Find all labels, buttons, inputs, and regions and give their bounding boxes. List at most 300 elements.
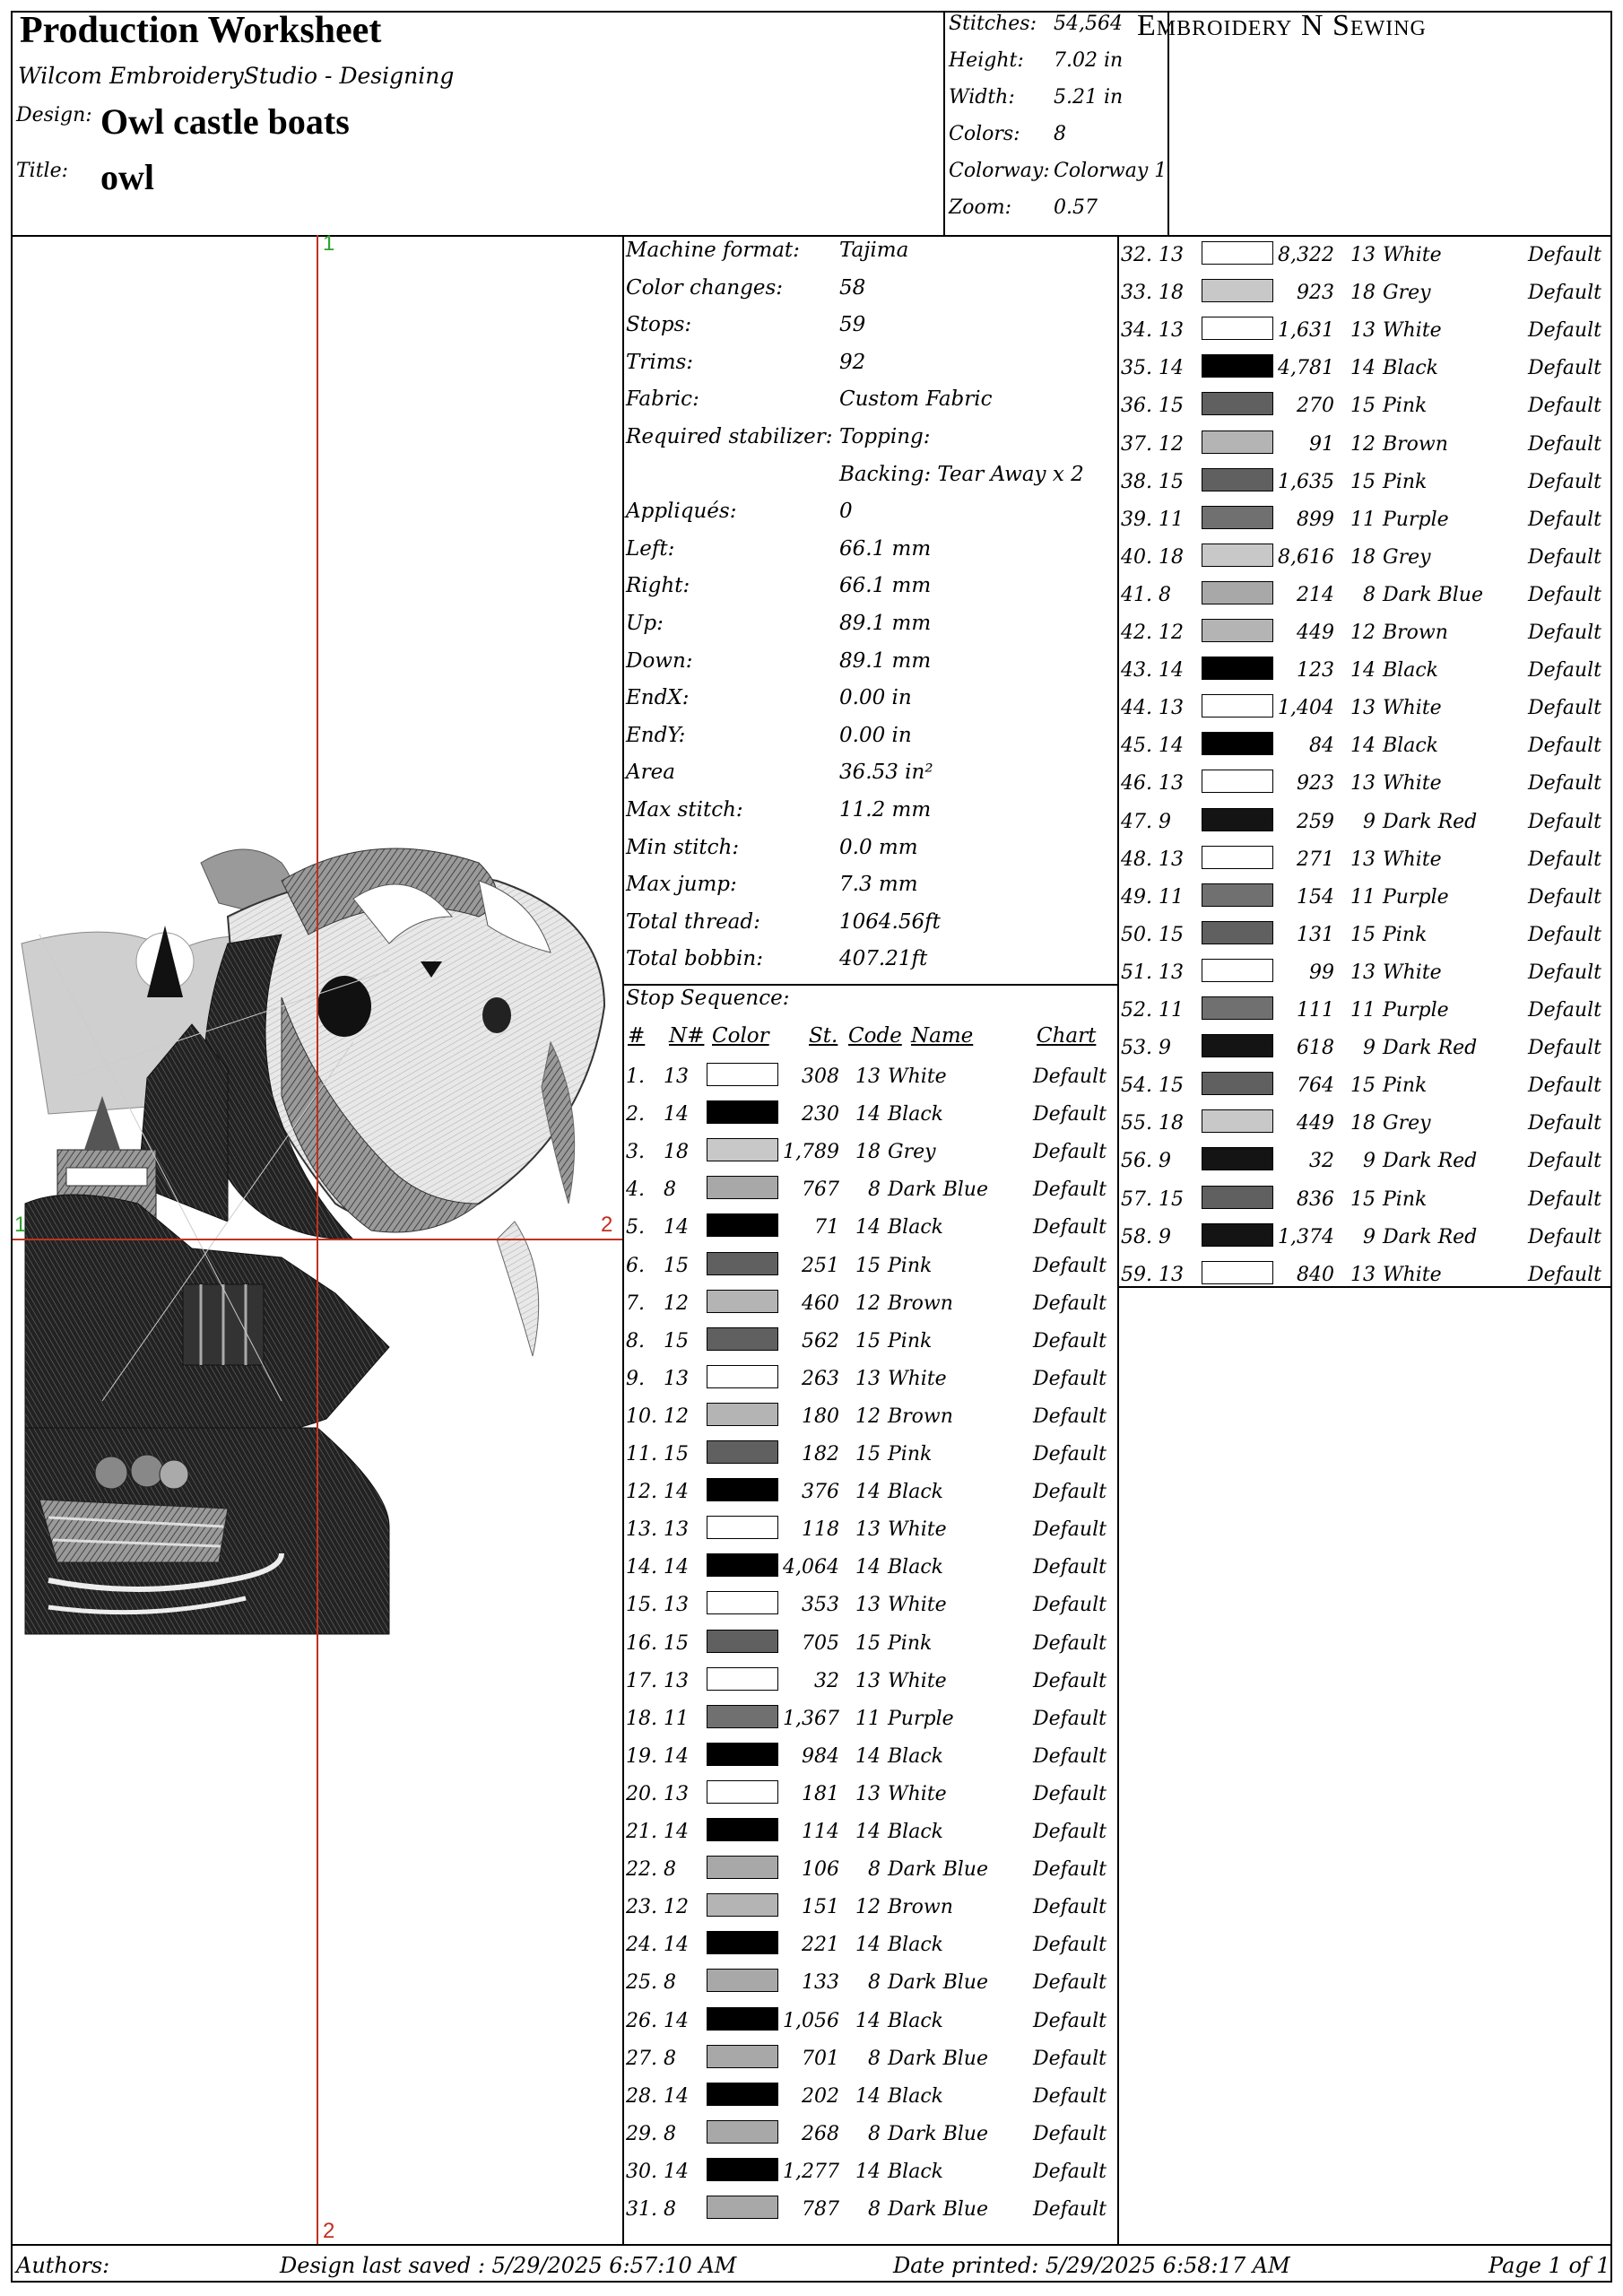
color-swatch — [1202, 1072, 1273, 1095]
cell-chart: Default — [1033, 1707, 1107, 1730]
cell-chart: Default — [1528, 319, 1601, 343]
cell-n: 13 — [664, 1594, 689, 1617]
cell-name: Black — [888, 2009, 943, 2032]
stat-label: Stitches: — [949, 13, 1037, 35]
cell-num: 40. — [1121, 545, 1152, 569]
cell-n: 14 — [1159, 735, 1184, 758]
col-header-needle: N# — [669, 1024, 705, 1048]
cell-name: Black — [888, 1481, 943, 1504]
cell-n: 12 — [664, 1896, 689, 1919]
table-row — [622, 1096, 1117, 1134]
table-row — [622, 1511, 1117, 1549]
table-row — [622, 1474, 1117, 1511]
cell-chart: Default — [1528, 470, 1601, 493]
info-value: Custom Fabric — [839, 387, 993, 412]
info-label: Max jump: — [626, 873, 737, 897]
table-row — [1117, 577, 1612, 614]
cell-chart: Default — [1528, 244, 1601, 266]
cell-n: 13 — [664, 1782, 689, 1805]
cell-code: 13 — [855, 1669, 881, 1692]
cell-code: 13 — [1350, 848, 1376, 871]
cell-name: Brown — [888, 1405, 953, 1428]
cell-code: 11 — [1350, 885, 1376, 909]
cell-code: 13 — [1350, 772, 1376, 796]
cell-name: Grey — [1383, 1112, 1431, 1135]
cell-num: 29. — [626, 2122, 657, 2145]
cell-name: Dark Blue — [888, 1971, 988, 1995]
cell-code: 8 — [868, 1858, 881, 1882]
cell-code: 15 — [1350, 395, 1376, 418]
cell-num: 5. — [626, 1216, 645, 1239]
cell-chart: Default — [1033, 1782, 1107, 1805]
color-swatch — [707, 1856, 778, 1879]
cell-st: 449 — [1297, 622, 1334, 644]
color-swatch — [707, 1931, 778, 1954]
cell-n: 9 — [1159, 1150, 1171, 1173]
cell-name: Brown — [1383, 622, 1448, 644]
cell-num: 18. — [626, 1707, 657, 1730]
cell-name: Brown — [888, 1896, 953, 1919]
info-label: Machine format: — [626, 239, 800, 262]
cell-name: Purple — [1383, 508, 1449, 531]
info-value: 0.0 mm — [839, 835, 918, 859]
cell-num: 10. — [626, 1405, 657, 1428]
color-swatch — [707, 1176, 778, 1199]
cell-name: White — [888, 1782, 947, 1805]
cell-n: 12 — [1159, 622, 1184, 644]
cell-chart: Default — [1528, 395, 1601, 418]
color-swatch — [707, 2196, 778, 2219]
info-label: Fabric: — [626, 387, 699, 412]
cell-n: 11 — [1159, 885, 1184, 909]
cell-code: 18 — [1350, 282, 1376, 305]
cell-n: 14 — [664, 1556, 689, 1579]
info-value: Tajima — [839, 239, 909, 262]
color-swatch — [707, 1630, 778, 1653]
cell-chart: Default — [1033, 2198, 1107, 2221]
cell-name: White — [1383, 1263, 1442, 1286]
color-swatch — [707, 1667, 778, 1691]
stat-label: Width: — [949, 86, 1015, 109]
table-row — [1117, 1257, 1612, 1294]
cell-n: 15 — [664, 1443, 689, 1465]
cell-n: 15 — [664, 1631, 689, 1655]
table-row — [622, 2116, 1117, 2153]
cell-num: 47. — [1121, 810, 1152, 833]
cell-st: 923 — [1297, 282, 1334, 305]
info-label: Min stitch: — [626, 835, 740, 859]
cell-code: 13 — [855, 1367, 881, 1390]
cell-code: 15 — [1350, 1187, 1376, 1211]
color-swatch — [1202, 1261, 1273, 1284]
cell-chart: Default — [1033, 1821, 1107, 1843]
table-row — [1117, 879, 1612, 917]
color-swatch — [707, 1403, 778, 1426]
table-row — [622, 1625, 1117, 1663]
table-row — [622, 1851, 1117, 1889]
cell-st: 4,781 — [1278, 357, 1334, 380]
cell-num: 20. — [626, 1782, 657, 1805]
cell-st: 123 — [1297, 659, 1334, 683]
info-label: Appliqués: — [626, 500, 737, 524]
cell-chart: Default — [1528, 885, 1601, 909]
cell-code: 13 — [855, 1065, 881, 1088]
table-row — [622, 1964, 1117, 2002]
cell-num: 43. — [1121, 659, 1152, 683]
cell-num: 55. — [1121, 1112, 1152, 1135]
cell-chart: Default — [1528, 1074, 1601, 1098]
cell-code: 12 — [1350, 432, 1376, 456]
cell-st: 151 — [802, 1896, 839, 1919]
axis-label-top: 1 — [323, 231, 335, 256]
table-row — [1117, 841, 1612, 879]
cell-n: 15 — [1159, 395, 1184, 418]
table-row — [1117, 1030, 1612, 1067]
table-row — [622, 2153, 1117, 2191]
color-swatch — [1202, 317, 1273, 340]
cell-chart: Default — [1033, 1481, 1107, 1504]
cell-name: Pink — [888, 1443, 933, 1465]
design-label: Design: — [16, 104, 92, 126]
cell-st: 1,404 — [1278, 697, 1334, 720]
cell-code: 8 — [868, 1971, 881, 1995]
cell-code: 15 — [855, 1329, 881, 1352]
cell-code: 9 — [1363, 1225, 1376, 1248]
cell-n: 9 — [1159, 1225, 1171, 1248]
cell-n: 11 — [1159, 508, 1184, 531]
cell-chart: Default — [1033, 2160, 1107, 2183]
table-row — [622, 1285, 1117, 1323]
info-label: Total thread: — [626, 909, 760, 934]
cell-n: 14 — [664, 1744, 689, 1768]
cell-code: 12 — [855, 1896, 881, 1919]
table-row — [622, 1587, 1117, 1624]
cell-n: 12 — [1159, 432, 1184, 456]
cell-code: 14 — [855, 2160, 881, 2183]
info-label: Trims: — [626, 350, 694, 374]
cell-n: 11 — [664, 1707, 689, 1730]
cell-n: 11 — [1159, 999, 1184, 1022]
cell-st: 701 — [802, 2047, 839, 2070]
info-value: 1064.56ft — [839, 909, 941, 934]
cell-num: 3. — [626, 1141, 645, 1164]
cell-num: 24. — [626, 1934, 657, 1957]
cell-n: 18 — [1159, 282, 1184, 305]
cell-chart: Default — [1528, 697, 1601, 720]
cell-name: Black — [1383, 357, 1438, 380]
cell-code: 8 — [868, 1178, 881, 1202]
cell-st: 99 — [1309, 961, 1334, 984]
cell-st: 618 — [1297, 1037, 1334, 1060]
cell-num: 32. — [1121, 244, 1152, 266]
info-stop-divider — [622, 984, 1119, 986]
cell-num: 46. — [1121, 772, 1152, 796]
info-value: 0.00 in — [839, 723, 912, 747]
color-swatch — [1202, 808, 1273, 831]
cell-num: 23. — [626, 1896, 657, 1919]
cell-n: 13 — [664, 1518, 689, 1542]
cell-st: 1,631 — [1278, 319, 1334, 343]
info-value: Backing: Tear Away x 2 — [839, 462, 1084, 486]
table-row — [622, 1926, 1117, 1964]
cell-chart: Default — [1033, 1216, 1107, 1239]
cell-code: 15 — [1350, 470, 1376, 493]
cell-n: 8 — [664, 1178, 676, 1202]
color-swatch — [707, 1818, 778, 1841]
info-label: Up: — [626, 612, 664, 635]
cell-st: 131 — [1297, 923, 1334, 946]
cell-st: 1,789 — [783, 1141, 839, 1164]
cell-code: 8 — [1363, 583, 1376, 606]
cell-n: 14 — [664, 2084, 689, 2108]
cell-code: 15 — [1350, 923, 1376, 946]
cell-st: 271 — [1297, 848, 1334, 871]
cell-name: Brown — [888, 1292, 953, 1315]
cell-num: 34. — [1121, 319, 1152, 343]
cell-num: 50. — [1121, 923, 1152, 946]
stat-value: 7.02 in — [1054, 49, 1124, 72]
cell-chart: Default — [1528, 923, 1601, 946]
cell-n: 13 — [1159, 319, 1184, 343]
cell-st: 449 — [1297, 1112, 1334, 1135]
cell-st: 353 — [802, 1594, 839, 1617]
cell-num: 35. — [1121, 357, 1152, 380]
cell-num: 39. — [1121, 508, 1152, 531]
cell-code: 14 — [1350, 659, 1376, 683]
cell-code: 9 — [1363, 810, 1376, 833]
cell-code: 9 — [1363, 1150, 1376, 1173]
cell-n: 15 — [664, 1329, 689, 1352]
color-swatch — [707, 2158, 778, 2181]
cell-chart: Default — [1528, 357, 1601, 380]
info-label: Area — [626, 761, 675, 785]
cell-chart: Default — [1033, 2122, 1107, 2145]
table-row — [1117, 237, 1612, 274]
cell-n: 9 — [1159, 810, 1171, 833]
info-value: Topping: — [839, 425, 931, 448]
table-row — [622, 1663, 1117, 1700]
info-value: 89.1 mm — [839, 612, 932, 635]
cell-code: 8 — [868, 2047, 881, 2070]
color-swatch — [1202, 694, 1273, 718]
cell-n: 8 — [664, 2047, 676, 2070]
color-swatch — [707, 1705, 778, 1728]
cell-n: 13 — [1159, 697, 1184, 720]
cell-name: Black — [1383, 659, 1438, 683]
cell-n: 14 — [664, 1103, 689, 1126]
cell-name: Pink — [1383, 395, 1428, 418]
cell-name: Dark Red — [1383, 1037, 1478, 1060]
cell-name: White — [888, 1594, 947, 1617]
cell-n: 13 — [1159, 1263, 1184, 1286]
cell-chart: Default — [1033, 1934, 1107, 1957]
cell-st: 1,374 — [1278, 1225, 1334, 1248]
color-swatch — [1202, 883, 1273, 907]
cell-num: 16. — [626, 1631, 657, 1655]
cell-st: 154 — [1297, 885, 1334, 909]
cell-chart: Default — [1033, 2009, 1107, 2032]
cell-code: 14 — [855, 1103, 881, 1126]
cell-st: 4,064 — [783, 1556, 839, 1579]
cell-n: 8 — [664, 1858, 676, 1882]
cell-name: Black — [888, 1216, 943, 1239]
cell-st: 259 — [1297, 810, 1334, 833]
color-swatch — [707, 1969, 778, 1992]
cell-name: White — [1383, 848, 1442, 871]
cell-name: Pink — [1383, 470, 1428, 493]
cell-name: Black — [888, 1556, 943, 1579]
cell-chart: Default — [1528, 1150, 1601, 1173]
table-row — [1117, 464, 1612, 501]
cell-n: 13 — [1159, 772, 1184, 796]
cell-num: 13. — [626, 1518, 657, 1542]
cell-num: 28. — [626, 2084, 657, 2108]
cell-code: 11 — [1350, 508, 1376, 531]
cell-st: 118 — [802, 1518, 839, 1542]
cell-name: Pink — [888, 1329, 933, 1352]
cell-st: 181 — [802, 1782, 839, 1805]
cell-name: White — [1383, 697, 1442, 720]
cell-name: Pink — [888, 1254, 933, 1277]
cell-name: Black — [888, 1744, 943, 1768]
table-row — [1117, 1143, 1612, 1180]
cell-name: White — [888, 1065, 947, 1088]
color-swatch — [707, 1743, 778, 1766]
cell-chart: Default — [1528, 583, 1601, 606]
cell-st: 8,616 — [1278, 545, 1334, 569]
cell-n: 13 — [1159, 244, 1184, 266]
cell-num: 8. — [626, 1329, 645, 1352]
cell-num: 56. — [1121, 1150, 1152, 1173]
company-name: Embroidery N Sewing — [1137, 9, 1427, 42]
table-row — [1117, 917, 1612, 954]
cell-name: White — [888, 1367, 947, 1390]
cell-n: 14 — [1159, 357, 1184, 380]
cell-n: 14 — [664, 1934, 689, 1957]
title-label: Title: — [16, 160, 69, 182]
cell-chart: Default — [1033, 1744, 1107, 1768]
cell-chart: Default — [1528, 848, 1601, 871]
info-label: Left: — [626, 536, 675, 561]
stat-value: 54,564 — [1054, 13, 1123, 35]
table-row — [622, 1549, 1117, 1587]
info-value: 66.1 mm — [839, 536, 932, 561]
cell-chart: Default — [1033, 1594, 1107, 1617]
cell-chart: Default — [1033, 1065, 1107, 1088]
stat-value: 0.57 — [1054, 196, 1098, 219]
footer-last-saved: Design last saved : 5/29/2025 6:57:10 AM — [280, 2253, 737, 2278]
cell-name: Dark Red — [1383, 1150, 1478, 1173]
cell-code: 14 — [855, 2009, 881, 2032]
cell-chart: Default — [1528, 1225, 1601, 1248]
color-swatch — [707, 1138, 778, 1161]
cell-name: Dark Red — [1383, 1225, 1478, 1248]
cell-n: 13 — [1159, 961, 1184, 984]
info-value: 0.00 in — [839, 686, 912, 710]
col-header-chart: Chart — [1037, 1024, 1097, 1048]
cell-num: 26. — [626, 2009, 657, 2032]
cell-num: 36. — [1121, 395, 1152, 418]
cell-num: 21. — [626, 1821, 657, 1843]
table-row — [1117, 992, 1612, 1030]
table-row — [622, 1058, 1117, 1096]
cell-code: 13 — [1350, 244, 1376, 266]
cell-chart: Default — [1033, 1329, 1107, 1352]
cell-st: 180 — [802, 1405, 839, 1428]
table-row — [1117, 690, 1612, 727]
cell-code: 13 — [1350, 697, 1376, 720]
table-row — [622, 1361, 1117, 1398]
info-value: 66.1 mm — [839, 574, 932, 598]
software-name: Wilcom EmbroideryStudio - Designing — [18, 63, 455, 89]
table-row — [1117, 954, 1612, 992]
cell-name: Black — [1383, 735, 1438, 758]
cell-chart: Default — [1033, 1141, 1107, 1164]
table-row — [622, 2191, 1117, 2229]
cell-chart: Default — [1033, 1971, 1107, 1995]
axis-label-right: 2 — [601, 1213, 613, 1237]
cell-name: Grey — [888, 1141, 936, 1164]
cell-chart: Default — [1033, 1669, 1107, 1692]
cell-st: 182 — [802, 1443, 839, 1465]
cell-code: 15 — [855, 1254, 881, 1277]
design-title: owl — [100, 157, 154, 197]
table-row — [622, 1323, 1117, 1361]
stat-value: 5.21 in — [1054, 86, 1124, 109]
cell-name: Grey — [1383, 282, 1431, 305]
table-row — [1117, 765, 1612, 803]
cell-code: 13 — [855, 1594, 881, 1617]
cell-code: 15 — [855, 1631, 881, 1655]
table-row — [1117, 652, 1612, 690]
cell-code: 13 — [1350, 1263, 1376, 1286]
cell-num: 48. — [1121, 848, 1152, 871]
cell-chart: Default — [1528, 999, 1601, 1022]
cell-num: 33. — [1121, 282, 1152, 305]
cell-st: 705 — [802, 1631, 839, 1655]
info-label: Stops: — [626, 313, 692, 337]
color-swatch — [1202, 959, 1273, 982]
table-row — [1117, 312, 1612, 350]
info-label: Color changes: — [626, 275, 784, 300]
cell-chart: Default — [1033, 1858, 1107, 1882]
cell-name: Purple — [1383, 885, 1449, 909]
cell-st: 84 — [1309, 735, 1334, 758]
table-row — [622, 1134, 1117, 1171]
table-row — [622, 1700, 1117, 1738]
cell-st: 1,277 — [783, 2160, 839, 2183]
cell-st: 114 — [802, 1821, 839, 1843]
cell-num: 38. — [1121, 470, 1152, 493]
info-value: 59 — [839, 313, 866, 337]
cell-n: 14 — [664, 1481, 689, 1504]
cell-num: 15. — [626, 1594, 657, 1617]
cell-num: 6. — [626, 1254, 645, 1277]
table-row — [622, 1738, 1117, 1776]
color-swatch — [1202, 657, 1273, 680]
cell-code: 14 — [1350, 735, 1376, 758]
cell-n: 8 — [664, 1971, 676, 1995]
cell-st: 263 — [802, 1367, 839, 1390]
stat-value: 8 — [1054, 123, 1066, 145]
cell-code: 18 — [1350, 1112, 1376, 1135]
cell-num: 37. — [1121, 432, 1152, 456]
cell-code: 8 — [868, 2198, 881, 2221]
cell-code: 18 — [1350, 545, 1376, 569]
table-row — [1117, 274, 1612, 312]
cell-st: 32 — [814, 1669, 839, 1692]
cell-chart: Default — [1033, 1178, 1107, 1202]
